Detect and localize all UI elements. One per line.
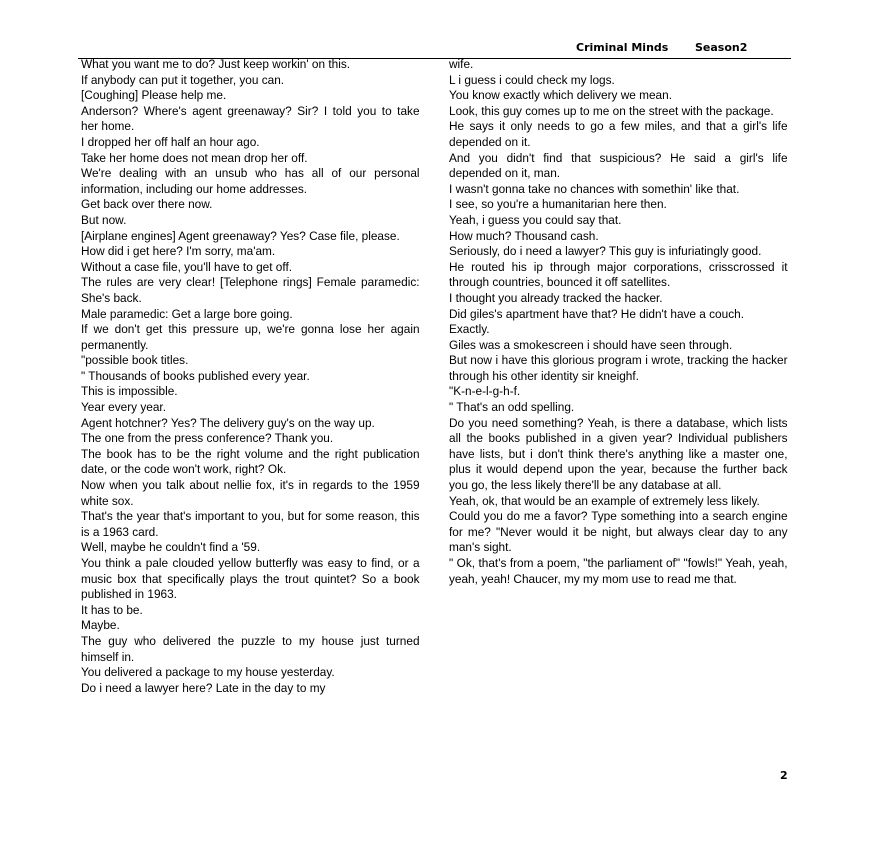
transcript-line: He routed his ip through major corporations, crisscrossed it through countries, bounced it off satellites.	[449, 259, 788, 290]
transcript-line: [Coughing] Please help me.	[81, 88, 227, 103]
transcript-line: Look, this guy comes up to me on the street with the package.	[449, 103, 774, 118]
transcript-line: It has to be.	[81, 602, 143, 617]
transcript-line: Without a case file, you'll have to get off.	[81, 259, 293, 274]
transcript-line: Now when you talk about nellie fox, it's in regards to the 1959 white sox.	[81, 478, 420, 508]
transcript-line: " Ok, that's from a poem, "the parliament of" "fowls!" Yeah, yeah, yeah, yeah! Chaucer, my my mom use to read me that.	[449, 556, 788, 586]
transcript-line: This is impossible.	[81, 384, 178, 399]
season-label: Season2	[695, 41, 748, 54]
transcript-line: He says it only needs to go a few miles, and that a girl's life depended on it.	[449, 119, 788, 149]
transcript-line: " Thousands of books published every year.	[81, 368, 310, 383]
transcript-line: Seriously, do i need a lawyer? This guy is infuriatingly good.	[449, 244, 762, 259]
transcript-line: wife.	[449, 57, 474, 71]
transcript-line: But now.	[81, 212, 127, 227]
transcript-line: That's the year that's important to you, but for some reason, this is a 1963 card.	[81, 509, 420, 539]
transcript-line: I dropped her off half an hour ago.	[81, 134, 260, 149]
transcript-line: Take her home does not mean drop her off.	[81, 150, 308, 165]
transcript-line: "K-n-e-l-g-h-f.	[449, 384, 521, 399]
transcript-line: "possible book titles.	[81, 353, 189, 368]
transcript-line: Do i need a lawyer here? Late in the day to my	[81, 680, 326, 695]
transcript-line: You think a pale clouded yellow butterfly was easy to find, or a music box that specifically plays the trout quintet? So a book published in 1963.	[81, 556, 420, 602]
transcript-line: You delivered a package to my house yesterday.	[81, 665, 335, 680]
transcript-line: The book has to be the right volume and the right publication date, or the code won't work, right? Ok.	[81, 446, 420, 477]
transcript-line: Get back over there now.	[81, 197, 213, 212]
transcript-line: L i guess i could check my logs.	[449, 72, 615, 87]
transcript-line: Male paramedic: Get a large bore going.	[81, 306, 293, 321]
transcript-line: If we don't get this pressure up, we're gonna lose her again permanently.	[81, 322, 420, 352]
transcript-line: Agent hotchner? Yes? The delivery guy's on the way up.	[81, 415, 375, 430]
show-title: Criminal Minds	[576, 41, 669, 54]
transcript-line: I thought you already tracked the hacker.	[449, 290, 663, 305]
transcript-line: I wasn't gonna take no chances with somethin' like that.	[449, 181, 740, 196]
page-number: 2	[780, 769, 788, 782]
transcript-line: The one from the press conference? Thank you.	[81, 431, 334, 446]
transcript-line: Year every year.	[81, 400, 166, 415]
right-column	[449, 57, 788, 587]
transcript-line: Giles was a smokescreen i should have seen through.	[449, 337, 733, 352]
transcript-line: The guy who delivered the puzzle to my house just turned himself in.	[81, 633, 420, 664]
transcript-line: Did giles's apartment have that? He didn't have a couch.	[449, 306, 744, 321]
transcript-line: Anderson? Where's agent greenaway? Sir? I told you to take her home.	[81, 103, 420, 134]
transcript-line: Yeah, ok, that would be an example of extremely less likely.	[449, 493, 760, 508]
transcript-line: How did i get here? I'm sorry, ma'am.	[81, 244, 276, 259]
transcript-line: And you didn't find that suspicious? He said a girl's life depended on it, man.	[449, 150, 788, 181]
transcript-line: Well, maybe he couldn't find a '59.	[81, 540, 261, 555]
transcript-line: Yeah, i guess you could say that.	[449, 212, 622, 227]
transcript-line: Exactly.	[449, 322, 490, 337]
transcript-line: What you want me to do? Just keep workin' on this.	[81, 57, 351, 71]
transcript-line: If anybody can put it together, you can.	[81, 72, 285, 87]
transcript-line: Maybe.	[81, 618, 120, 633]
transcript-line: " That's an odd spelling.	[449, 400, 575, 415]
transcript-line: We're dealing with an unsub who has all of our personal information, including our home addresses.	[81, 166, 420, 196]
transcript-line: I see, so you're a humanitarian here then.	[449, 197, 667, 212]
transcript-line: The rules are very clear! [Telephone rings] Female paramedic: She's back.	[81, 275, 420, 305]
transcript-line: But now i have this glorious program i wrote, tracking the hacker through his other identity sir kneighf.	[449, 353, 788, 383]
transcript-line: Could you do me a favor? Type something into a search engine for me? "Never would it be night, but always clear day to any man's sight.	[449, 509, 788, 555]
transcript-line: You know exactly which delivery we mean.	[449, 88, 672, 103]
transcript-line: Do you need something? Yeah, is there a database, which lists all the books published in a given year? Individual publishers have lists, but i don't think there's anything like a master one, plus it would depend upon the year, because the further back you go, the less likely there'll be any database at all.	[449, 415, 788, 493]
left-column	[81, 57, 420, 696]
transcript-line: [Airplane engines] Agent greenaway? Yes? Case file, please.	[81, 228, 400, 243]
transcript-line: How much? Thousand cash.	[449, 228, 599, 243]
